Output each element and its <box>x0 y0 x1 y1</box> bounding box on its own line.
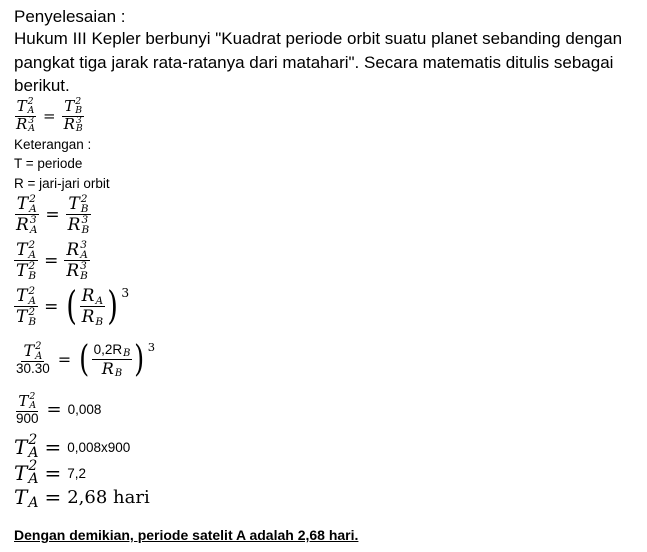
fraction: T 2 A T 2 B <box>16 239 37 283</box>
fraction: R 3 A R 3 B <box>66 239 88 283</box>
left-paren: ( <box>79 336 90 380</box>
keterangan-item-jari-jari: R = jari-jari orbit <box>14 176 110 191</box>
intro-line-1: Hukum III Kepler berbunyi "Kuadrat periode orbit suatu planet sebanding dengan <box>14 29 623 48</box>
keterangan-item-periode: T = periode <box>14 156 83 171</box>
left-paren: ( <box>66 283 78 329</box>
fraction: T 2 A T 2 B <box>16 285 37 329</box>
equation-rearranged: T 2 A T 2 B = R 3 A R 3 B <box>16 239 88 283</box>
fraction: T 2 A 30.30 <box>16 341 50 377</box>
right-paren: ) <box>134 336 145 380</box>
fraction: T 2 B R 3 B <box>67 193 90 237</box>
fraction: T 2 B R 3 B <box>63 96 83 135</box>
equation-result-squared: T 2 A = 7,2 <box>14 458 87 488</box>
equation-over-900: T 2 A 900 = 0,008 <box>16 391 102 426</box>
equation-kepler-small: T 2 A R 3 A = T 2 B R 3 B <box>16 96 83 135</box>
conclusion: Dengan demikian, periode satelit A adalah 2,68 hari. <box>14 527 359 543</box>
intro-line-2: pangkat tiga jarak rata-ratanya dari matahari". Secara matematis ditulis sebagai <box>14 53 614 72</box>
equation-ratio-cubed: T 2 A T 2 B = ( R A R B ) 3 <box>16 283 130 329</box>
fraction: 0,2R B R B <box>93 341 131 380</box>
keterangan-title: Keterangan : <box>14 137 92 152</box>
equation-substituted: T 2 A 30.30 = ( 0,2R B R B ) 3 <box>16 336 156 380</box>
fraction: T 2 A 900 <box>16 391 39 426</box>
intro-line-3: berikut. <box>14 76 70 95</box>
equation-kepler: T 2 A R 3 A = T 2 B R 3 B <box>16 193 90 237</box>
fraction: R A R B <box>81 285 104 329</box>
fraction: T 2 A R 3 A <box>16 96 36 135</box>
right-paren: ) <box>107 283 119 329</box>
fraction: T 2 A R 3 A <box>16 193 38 237</box>
equation-final: T A = 2,68 hari <box>14 485 150 512</box>
equation-multiply: T 2 A = 0,008x900 <box>14 432 131 462</box>
heading: Penyelesaian : <box>14 7 126 26</box>
